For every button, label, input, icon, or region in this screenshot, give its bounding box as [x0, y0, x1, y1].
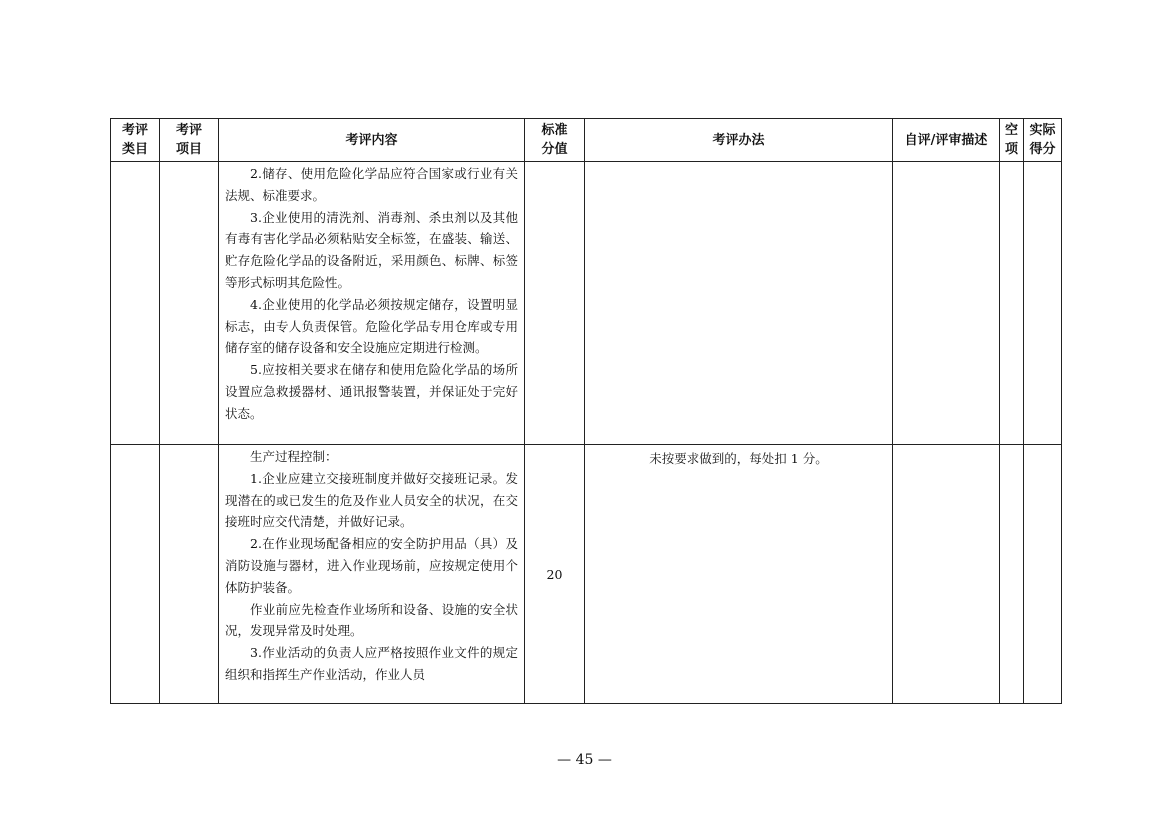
evaluation-table — [110, 118, 1062, 704]
content-paragraph: 生产过程控制： — [250, 449, 338, 464]
score-cell — [525, 162, 585, 445]
actual-score-cell — [1024, 445, 1062, 704]
empty-cell — [1000, 162, 1024, 445]
method-cell — [585, 162, 893, 445]
content-paragraph: 3.企业使用的清洗剂、消毒剂、杀虫剂以及其他有毒有害化学品必须粘贴安全标签，在盛装、输送、贮存危险化学品的设备附近，采用颜色、标牌、标签等形式标明其危险性。 — [225, 209, 518, 290]
content-paragraph: 2.在作业现场配备相应的安全防护用品（具）及消防设施与器材，进入作业现场前，应按规定使用个体防护装备。 — [225, 536, 518, 595]
item-cell — [160, 445, 219, 704]
content-cell — [219, 162, 525, 445]
content-paragraph: 5.应按相关要求在储存和使用危险化学品的场所设置应急救援器材、通讯报警装置，并保证处于完好状态。 — [225, 362, 518, 421]
content-paragraph: 1.企业应建立交接班制度并做好交接班记录。发现潜在的或已发生的危及作业人员安全的状况，在交接班时应交代清楚，并做好记录。 — [225, 470, 518, 530]
self-review-cell — [893, 162, 1000, 445]
header-empty: 空项 — [1000, 119, 1024, 162]
item-cell — [160, 162, 219, 445]
content-paragraph: 3.作业活动的负责人应严格按照作业文件的规定组织和指挥生产作业活动，作业人员 — [225, 645, 518, 682]
content-paragraph: 4.企业使用的化学品必须按规定储存，设置明显标志，由专人负责保管。危险化学品专用仓库或专用储存室的储存设备和安全设施应定期进行检测。 — [225, 296, 518, 356]
header-item: 考评项目 — [160, 119, 219, 162]
page-number: — 45 — — [557, 752, 612, 768]
method-cell: 未按要求做到的，每处扣 1 分。 — [585, 445, 893, 704]
content-cell — [219, 445, 525, 704]
header-score: 标准分值 — [525, 119, 585, 162]
category-cell — [111, 162, 160, 445]
category-cell — [111, 445, 160, 704]
content-paragraph: 作业前应先检查作业场所和设备、设施的安全状况，发现异常及时处理。 — [225, 601, 518, 639]
header-content: 考评内容 — [219, 119, 525, 162]
header-method: 考评办法 — [585, 119, 893, 162]
table-row — [111, 445, 1062, 704]
header-actual: 实际得分 — [1024, 119, 1062, 162]
header-self-review: 自评/评审描述 — [893, 119, 1000, 162]
header-category: 考评类目 — [111, 119, 160, 162]
actual-score-cell — [1024, 162, 1062, 445]
table-row — [111, 162, 1062, 445]
content-paragraph: 2.储存、使用危险化学品应符合国家或行业有关法规、标准要求。 — [225, 166, 518, 203]
header-row — [111, 119, 1062, 162]
self-review-cell — [893, 445, 1000, 704]
score-cell: 20 — [525, 445, 585, 704]
empty-cell — [1000, 445, 1024, 704]
